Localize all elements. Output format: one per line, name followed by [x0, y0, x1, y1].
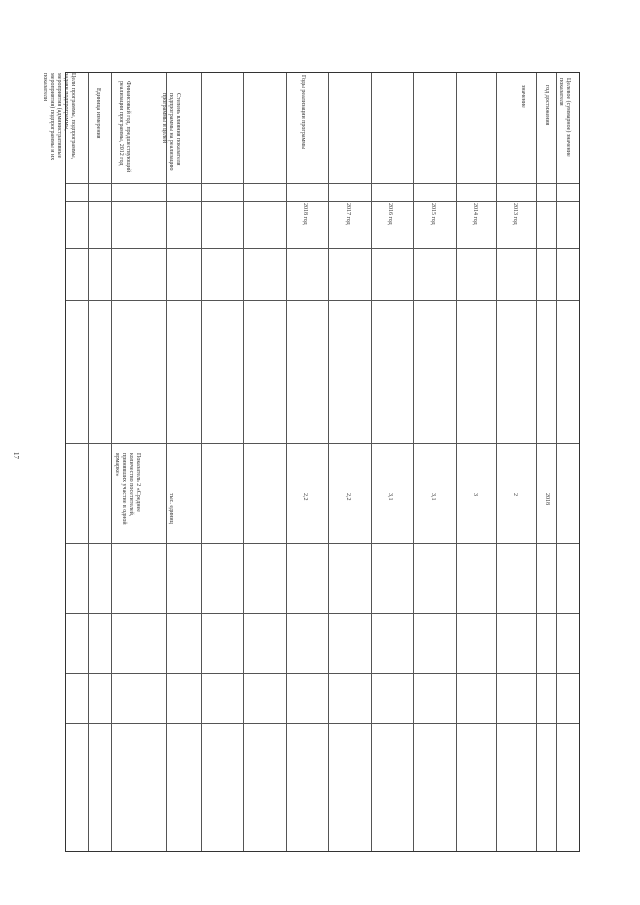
row-text: Показатель 2 «Среднее количество посетителей, принявших участие в одной ярмарке»: [114, 453, 141, 527]
row-value: 2: [512, 493, 518, 496]
row-divider: [66, 543, 579, 544]
row-value: 3: [472, 493, 478, 496]
column-line: [371, 73, 372, 851]
column-line: [166, 73, 167, 851]
row-divider: [66, 673, 579, 674]
column-line: [413, 73, 414, 851]
column-line: [556, 73, 557, 851]
year-2018: 2018 год: [302, 203, 308, 225]
row-divider: [66, 613, 579, 614]
column-line: [536, 73, 537, 851]
row-year: 2018: [544, 493, 550, 505]
column-line: [201, 73, 202, 851]
year-2013: 2013 год: [512, 203, 518, 225]
row-value: 2,2: [345, 493, 351, 501]
year-2016: 2016 год: [387, 203, 393, 225]
row-divider: [66, 443, 579, 444]
base-year-header: Финансовый год, предшествующий реализации программы, 2012 год: [118, 81, 131, 174]
row-divider: [66, 723, 579, 724]
unit-header: Единица измерения: [95, 88, 101, 139]
row-value: 2,2: [302, 493, 308, 501]
column-line: [328, 73, 329, 851]
column-line: [243, 73, 244, 851]
row-divider: [66, 300, 579, 301]
year-2015: 2015 год: [430, 203, 436, 225]
column-line: [111, 73, 112, 851]
year-label: год достижения: [544, 85, 550, 126]
row-value: 3,1: [387, 493, 393, 501]
row-divider: [66, 248, 579, 249]
years-group-header: Годы реализации программы: [300, 75, 306, 150]
row-unit: тыс. единиц: [168, 493, 174, 524]
column-line: [456, 73, 457, 851]
year-2017: 2017 год: [345, 203, 351, 225]
numbers-divider: [66, 201, 579, 202]
column-line: [286, 73, 287, 851]
priority-header: Степень влияния показателя подпрограммы на реализацию программы и целей: [161, 93, 181, 173]
goals-header: Цели программы, подпрограммы, задачи подпрограммы, мероприятия (административные мероприятия) подпрограммы и их показатели: [42, 73, 76, 162]
row-value: 3,1: [430, 493, 436, 501]
column-line: [496, 73, 497, 851]
page-number: 17: [12, 452, 20, 459]
target-group-header: Целевое (суммарное) значение показателя: [558, 78, 571, 159]
value-label: значение: [520, 85, 526, 108]
column-line: [88, 73, 89, 851]
program-table: [42, 72, 580, 852]
year-2014: 2014 год: [472, 203, 478, 225]
header-divider: [66, 183, 579, 184]
